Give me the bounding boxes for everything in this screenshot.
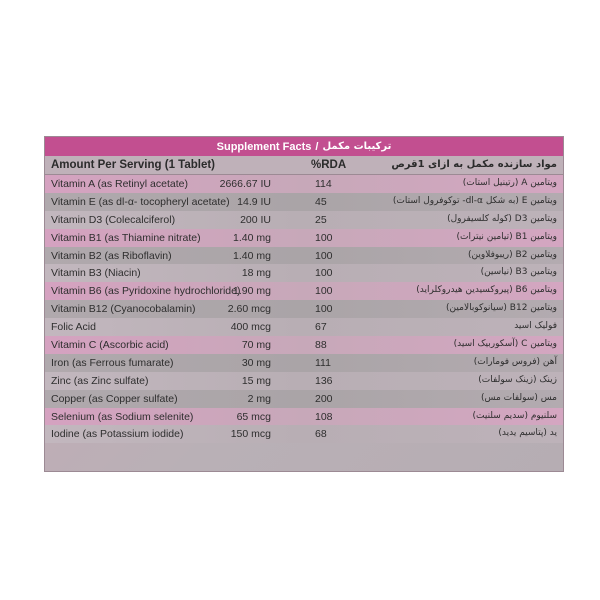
header-rda: %RDA <box>311 159 347 171</box>
nutrient-amount: 1.40 mg <box>233 231 271 244</box>
nutrient-name-persian: مس (سولفات مس) <box>480 392 557 403</box>
nutrient-rda: 25 <box>315 213 327 226</box>
table-row <box>45 282 563 300</box>
nutrient-name-persian: ویتامین B1 (تیامین نیترات) <box>456 231 557 242</box>
nutrient-amount: 2666.67 IU <box>219 178 271 190</box>
nutrient-amount: 30 mg <box>241 356 271 369</box>
nutrient-rda: 114 <box>315 178 332 190</box>
header-amount-per-serving: Amount Per Serving (1 Tablet) <box>51 159 216 171</box>
nutrient-name-persian: آهن (فروس فومارات) <box>473 356 557 367</box>
nutrient-rda: 108 <box>315 410 333 423</box>
nutrient-rda: 45 <box>315 195 327 208</box>
nutrient-rda: 100 <box>315 249 333 262</box>
nutrient-name: Vitamin A (as Retinyl acetate) <box>51 178 188 190</box>
nutrient-name: Folic Acid <box>51 321 96 334</box>
nutrient-name-persian: ویتامین D3 (کوله کلسیفرول) <box>447 213 557 224</box>
nutrient-name-persian: ویتامین E (به شکل dl-α- توکوفرول استات) <box>392 195 557 206</box>
table-header <box>45 156 563 175</box>
nutrient-rda: 200 <box>315 392 333 405</box>
nutrient-rda: 136 <box>315 374 333 387</box>
nutrient-name-persian: ویتامین C (آسکوربیک اسید) <box>453 339 557 350</box>
nutrient-name: Selenium (as Sodium selenite) <box>51 410 194 423</box>
nutrient-name: Iron (as Ferrous fumarate) <box>51 356 174 369</box>
nutrient-name-persian: ویتامین A (رتینیل استات) <box>462 178 557 188</box>
supplement-facts-panel <box>44 136 564 472</box>
nutrient-rda: 111 <box>315 356 331 369</box>
title-separator: / <box>315 140 319 153</box>
nutrient-name: Vitamin B1 (as Thiamine nitrate) <box>51 231 201 244</box>
table-row <box>45 300 563 318</box>
nutrient-amount: 2 mg <box>247 392 271 405</box>
nutrient-name-persian: سلنیوم (سدیم سلنیت) <box>472 410 557 421</box>
nutrient-name-persian: فولیک اسید <box>514 321 557 332</box>
nutrient-amount: 2.60 mcg <box>227 303 271 316</box>
table-row <box>45 425 563 443</box>
nutrient-name: Vitamin B2 (as Riboflavin) <box>51 249 172 262</box>
nutrient-name: Vitamin E (as dl-α- tocopheryl acetate) <box>51 195 230 208</box>
nutrient-name: Vitamin C (Ascorbic acid) <box>51 339 169 352</box>
nutrient-amount: 15 mg <box>241 374 271 387</box>
title-bar <box>45 137 563 156</box>
nutrient-amount: 1.90 mg <box>233 285 271 298</box>
nutrient-name: Vitamin D3 (Colecalciferol) <box>51 213 176 226</box>
nutrient-amount: 70 mg <box>241 339 271 352</box>
nutrient-name: Vitamin B3 (Niacin) <box>51 267 141 280</box>
nutrient-name-persian: ویتامین B2 (ریبوفلاوین) <box>468 249 557 260</box>
nutrient-amount: 18 mg <box>241 267 271 280</box>
nutrient-rda: 100 <box>315 303 333 316</box>
table-row <box>45 336 563 354</box>
nutrient-amount: 65 mcg <box>236 410 271 423</box>
nutrient-amount: 400 mcg <box>230 321 271 334</box>
table-row <box>45 247 563 265</box>
nutrient-amount: 1.40 mg <box>233 249 271 262</box>
nutrient-name-persian: زینک (زینک سولفات) <box>478 374 557 385</box>
table-row <box>45 193 563 211</box>
table-row <box>45 318 563 336</box>
nutrient-name: Vitamin B6 (as Pyridoxine hydrochloride) <box>51 285 241 298</box>
table-row <box>45 211 563 229</box>
nutrient-name-persian: ید (پتاسیم یدید) <box>498 428 557 439</box>
header-persian: مواد سازنده مکمل به ازای 1قرص <box>391 159 557 170</box>
nutrient-rda: 68 <box>315 428 327 441</box>
nutrient-amount: 200 IU <box>240 213 271 226</box>
nutrient-name-persian: ویتامین B12 (سیانوکوبالامین) <box>446 303 557 314</box>
nutrient-rda: 88 <box>315 339 327 352</box>
nutrient-name-persian: ویتامین B6 (پیروکسیدین هیدروکلراید) <box>416 285 557 296</box>
nutrient-amount: 14.9 IU <box>237 195 271 208</box>
nutrient-rda: 67 <box>315 321 327 334</box>
table-row <box>45 264 563 282</box>
nutrient-rda: 100 <box>315 285 333 298</box>
nutrient-name-persian: ویتامین B3 (نیاسین) <box>480 267 557 278</box>
nutrient-amount: 150 mcg <box>230 428 271 441</box>
table-row <box>45 229 563 247</box>
title-persian: ترکیبات مکمل <box>322 141 392 152</box>
nutrient-name: Vitamin B12 (Cyanocobalamin) <box>51 303 196 316</box>
table-row <box>45 372 563 390</box>
nutrient-rows <box>45 175 563 443</box>
nutrient-rda: 100 <box>315 231 333 244</box>
table-row <box>45 354 563 372</box>
nutrient-name: Iodine (as Potassium iodide) <box>51 428 184 441</box>
nutrient-name: Copper (as Copper sulfate) <box>51 392 178 405</box>
table-row <box>45 175 563 193</box>
nutrient-name: Zinc (as Zinc sulfate) <box>51 374 149 387</box>
nutrient-rda: 100 <box>315 267 333 280</box>
table-row <box>45 408 563 426</box>
title-english: Supplement Facts <box>216 140 312 153</box>
table-row <box>45 390 563 408</box>
